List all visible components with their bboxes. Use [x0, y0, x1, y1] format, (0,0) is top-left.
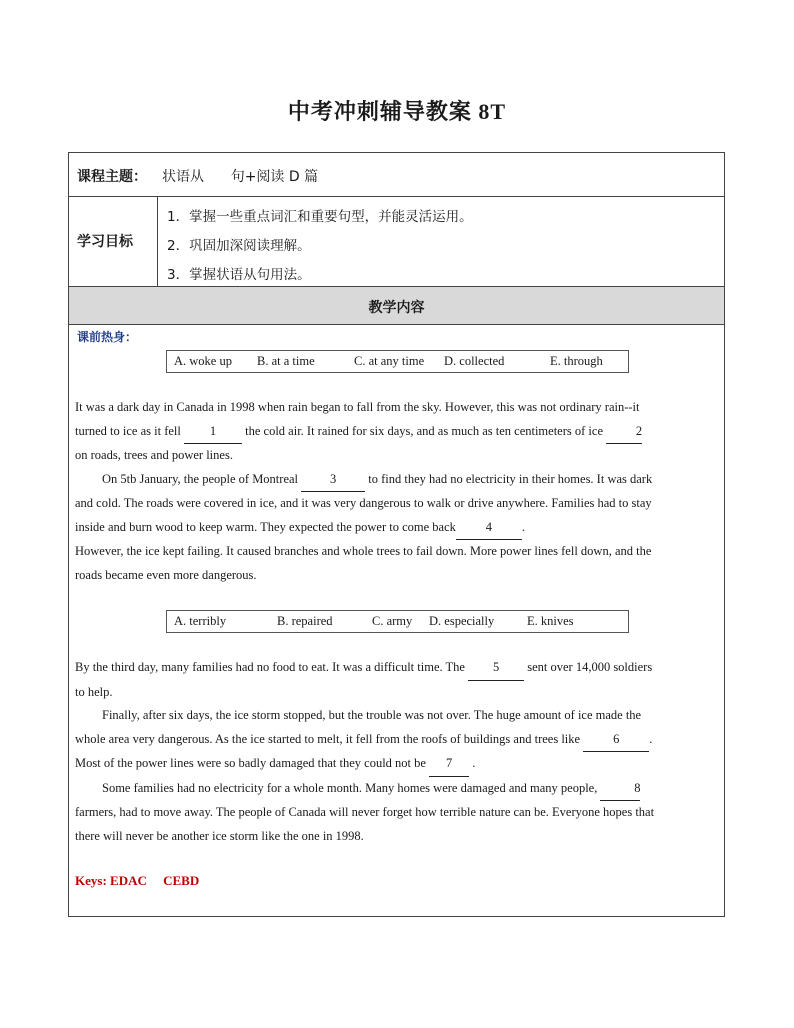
section-header-row: [69, 287, 724, 325]
answer-blank[interactable]: 2: [606, 420, 642, 445]
option: C. army: [372, 614, 413, 628]
topic-row: [69, 153, 724, 197]
topic-label: 课程主题：: [77, 169, 147, 185]
answer-blank[interactable]: 1: [184, 420, 242, 445]
text-segment: Most of the power lines were so badly damaged that they could not be: [75, 756, 430, 770]
text-segment: inside and burn wood to keep warm. They expected the power to come back: [75, 519, 456, 534]
answer-blank[interactable]: 8: [600, 777, 640, 802]
text-line: [75, 656, 719, 681]
goal-item: 3．掌握状语从句用法。: [167, 267, 311, 283]
text-segment: sent over 14,000 soldiers: [524, 660, 653, 674]
text-line: farmers, had to move away. The people of Canada will never forget how terrible nature can be. Everyone hopes that: [75, 805, 655, 819]
goals-row: [69, 197, 724, 287]
cell-divider: [157, 197, 158, 286]
section-header: 教学内容: [368, 300, 425, 316]
text-segment: .: [649, 731, 653, 746]
answer-keys: Keys: EDAC CEBD: [75, 873, 200, 888]
option: B. repaired: [277, 614, 333, 628]
text-line: [75, 516, 719, 541]
passage-1: [75, 396, 719, 587]
options-box-1: [166, 350, 629, 373]
text-line: [75, 728, 719, 753]
text-line: It was a dark day in Canada in 1998 when rain began to fall from the sky. However, this was not ordinary rain--it: [75, 400, 640, 414]
option: B. at a time: [257, 354, 315, 368]
text-line: However, the ice kept failing. It caused branches and whole trees to fail down. More power lines fell down, and the: [75, 544, 652, 558]
text-segment: On 5tb January, the people of Montreal: [102, 471, 302, 486]
option: C. at any time: [354, 354, 425, 368]
answer-blank[interactable]: 3: [301, 468, 365, 493]
text-segment: By the third day, many families had no food to eat. It was a difficult time. The: [75, 660, 469, 674]
answer-blank[interactable]: 5: [468, 656, 524, 681]
page-title: 中考冲刺辅导教案 8T: [287, 99, 507, 124]
text-line: [75, 420, 719, 445]
text-line: on roads, trees and power lines.: [75, 448, 233, 462]
passage-2: [75, 656, 719, 848]
text-line: [75, 777, 719, 802]
text-line: roads became even more dangerous.: [75, 567, 257, 582]
option: E. knives: [527, 614, 574, 628]
goal-item: 2．巩固加深阅读理解。: [167, 238, 311, 254]
lesson-table: [68, 152, 725, 917]
goal-item: 1．掌握一些重点词汇和重要句型，并能灵活运用。: [167, 209, 473, 225]
text-segment: .: [469, 756, 476, 770]
warmup-label: 课前热身：: [77, 330, 138, 344]
option: A. woke up: [174, 354, 232, 368]
text-line: [75, 752, 719, 777]
option: A. terribly: [174, 614, 227, 628]
text-segment: Some families had no electricity for a whole month. Many homes were damaged and many people,: [102, 780, 601, 795]
text-line: Finally, after six days, the ice storm stopped, but the trouble was not over. The huge amount of ice made the: [102, 708, 642, 722]
text-segment: the cold air. It rained for six days, and as much as ten centimeters of ice: [242, 423, 607, 438]
answer-blank[interactable]: 4: [456, 516, 522, 541]
option: E. through: [550, 354, 603, 368]
text-segment: to find they had no electricity in their homes. It was dark: [365, 471, 653, 486]
answer-blank[interactable]: 7: [429, 752, 469, 777]
topic-value: 状语从 句+阅读 D 篇: [162, 169, 319, 185]
text-line: to help.: [75, 684, 113, 699]
text-segment: whole area very dangerous. As the ice started to melt, it fell from the roofs of buildings and trees like: [75, 731, 584, 746]
text-line: there will never be another ice storm like the one in 1998.: [75, 828, 364, 843]
goals-label: 学习目标: [77, 234, 133, 250]
option: D. especially: [429, 614, 495, 628]
text-line: and cold. The roads were covered in ice, and it was very dangerous to walk or drive anywhere. Families had to stay: [75, 496, 652, 510]
text-segment: .: [521, 519, 526, 534]
text-segment: turned to ice as it fell: [75, 423, 184, 438]
option: D. collected: [444, 354, 505, 368]
text-line: [75, 468, 719, 493]
answer-blank[interactable]: 6: [583, 728, 649, 753]
options-box-2: [166, 610, 629, 633]
